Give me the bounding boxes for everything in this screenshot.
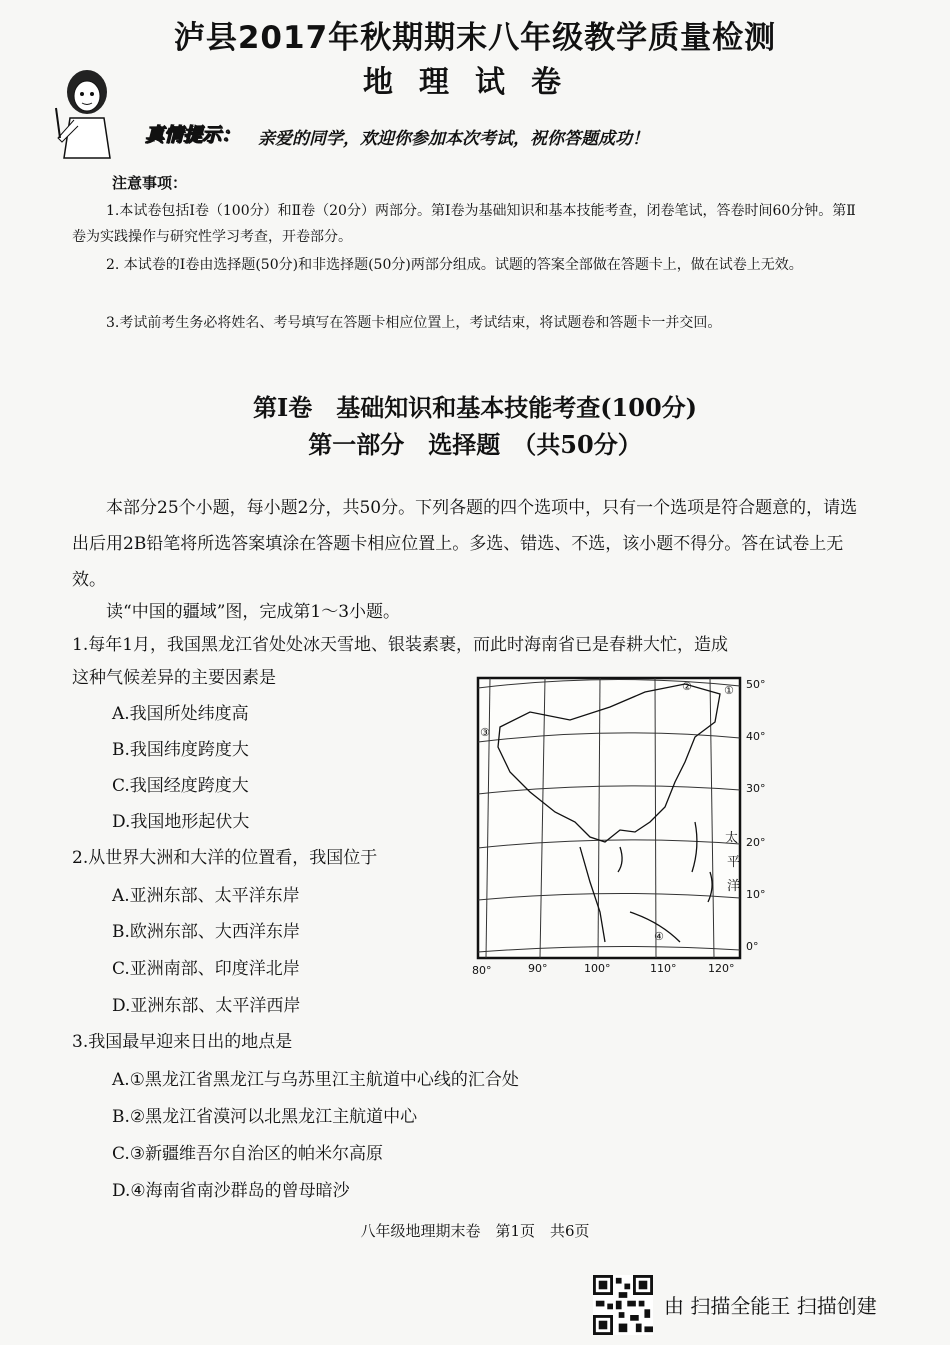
tip-label: 真情提示：: [145, 124, 241, 146]
question-2-option-a: A.亚洲东部、太平洋东岸: [112, 886, 300, 906]
girl-mascot-icon: [52, 68, 122, 160]
section-title: 第Ⅰ卷 基础知识和基本技能考查(100分): [252, 393, 698, 422]
question-1-option-b: B.我国纬度跨度大: [112, 740, 249, 760]
question-2-option-c: C.亚洲南部、印度洋北岸: [112, 959, 300, 979]
question-2-stem: 2.从世界大洲和大洋的位置看，我国位于: [72, 848, 378, 868]
question-3-option-d: D.④海南省南沙群岛的曾母暗沙: [112, 1181, 350, 1201]
marker-3: ③: [480, 726, 490, 739]
lon-label: 110°: [650, 962, 677, 975]
question-3-option-c: C.③新疆维吾尔自治区的帕米尔高原: [112, 1144, 384, 1164]
ocean-label-char: 平: [727, 855, 741, 870]
note-item: 2. 本试卷的Ⅰ卷由选择题(50分)和非选择题(50分)两部分组成。试题的答案全部做在答题卡上，做在试卷上无效。: [106, 257, 803, 273]
ocean-label-char: 洋: [727, 879, 741, 894]
tip-text: 亲爱的同学，欢迎你参加本次考试，祝你答题成功！: [258, 129, 649, 149]
note-item: 1.本试卷包括Ⅰ卷（100分）和Ⅱ卷（20分）两部分。第Ⅰ卷为基础知识和基本技能考查，闭卷笔试，答卷时间60分钟。第Ⅱ卷为实践操作与研究性学习考查，开卷部分。: [72, 203, 856, 245]
question-3-option-a: A.①黑龙江省黑龙江与乌苏里江主航道中心线的汇合处: [112, 1070, 519, 1090]
question-1-option-d: D.我国地形起伏大: [112, 812, 250, 832]
question-2-option-d: D.亚洲东部、太平洋西岸: [112, 996, 301, 1016]
notes-title: 注意事项：: [112, 174, 188, 192]
lat-label: 50°: [746, 678, 766, 691]
marker-2: ②: [682, 680, 692, 693]
marker-1: ①: [724, 684, 734, 697]
page-footer: 八年级地理期末卷 第1页 共6页: [360, 1222, 590, 1240]
question-2-option-b: B.欧洲东部、大西洋东岸: [112, 922, 300, 942]
marker-4: ④: [654, 930, 664, 943]
question-1-option-c: C.我国经度跨度大: [112, 776, 249, 796]
lat-label: 20°: [746, 836, 766, 849]
lat-label: 10°: [746, 888, 766, 901]
question-3-stem: 3.我国最早迎来日出的地点是: [72, 1032, 293, 1052]
section-intro: 本部分25个小题，每小题2分，共50分。下列各题的四个选项中，只有一个选项是符合题意的，请选出后用2B铅笔将所选答案填涂在答题卡相应位置上。多选、错选、不选，该小题不得分。答在试卷上无效。: [72, 498, 858, 590]
map-frame: [478, 678, 740, 958]
ocean-label-char: 太: [725, 831, 739, 846]
part-title: 第一部分 选择题 （共50分）: [308, 430, 642, 459]
question-1-stem: 1.每年1月，我国黑龙江省处处冰天雪地、银装素裹，而此时海南省已是春耕大忙，造成: [72, 635, 729, 655]
question-1-option-a: A.我国所处纬度高: [112, 704, 249, 724]
question-1-stem-cont: 这种气候差异的主要因素是: [72, 668, 276, 688]
lon-label: 120°: [708, 962, 735, 975]
exam-subtitle: 地理试卷: [363, 65, 587, 100]
china-territory-map: [470, 672, 770, 982]
scanner-watermark: 由 扫描全能王 扫描创建: [664, 1294, 877, 1318]
question-3-option-b: B.②黑龙江省漠河以北黑龙江主航道中心: [112, 1107, 418, 1127]
lon-label: 100°: [584, 962, 611, 975]
lat-label: 30°: [746, 782, 766, 795]
lat-label: 0°: [746, 940, 759, 953]
lon-label: 90°: [528, 962, 548, 975]
lon-label: 80°: [472, 964, 492, 977]
note-item: 3.考试前考生务必将姓名、考号填写在答题卡相应位置上，考试结束，将试题卷和答题卡一并交回。: [106, 315, 722, 331]
qr-code-icon: [593, 1275, 653, 1335]
exam-title: 泸县2017年秋期期末八年级教学质量检测: [173, 20, 777, 56]
read-map-instruction: 读“中国的疆域”图，完成第1～3小题。: [106, 602, 401, 622]
lat-label: 40°: [746, 730, 766, 743]
